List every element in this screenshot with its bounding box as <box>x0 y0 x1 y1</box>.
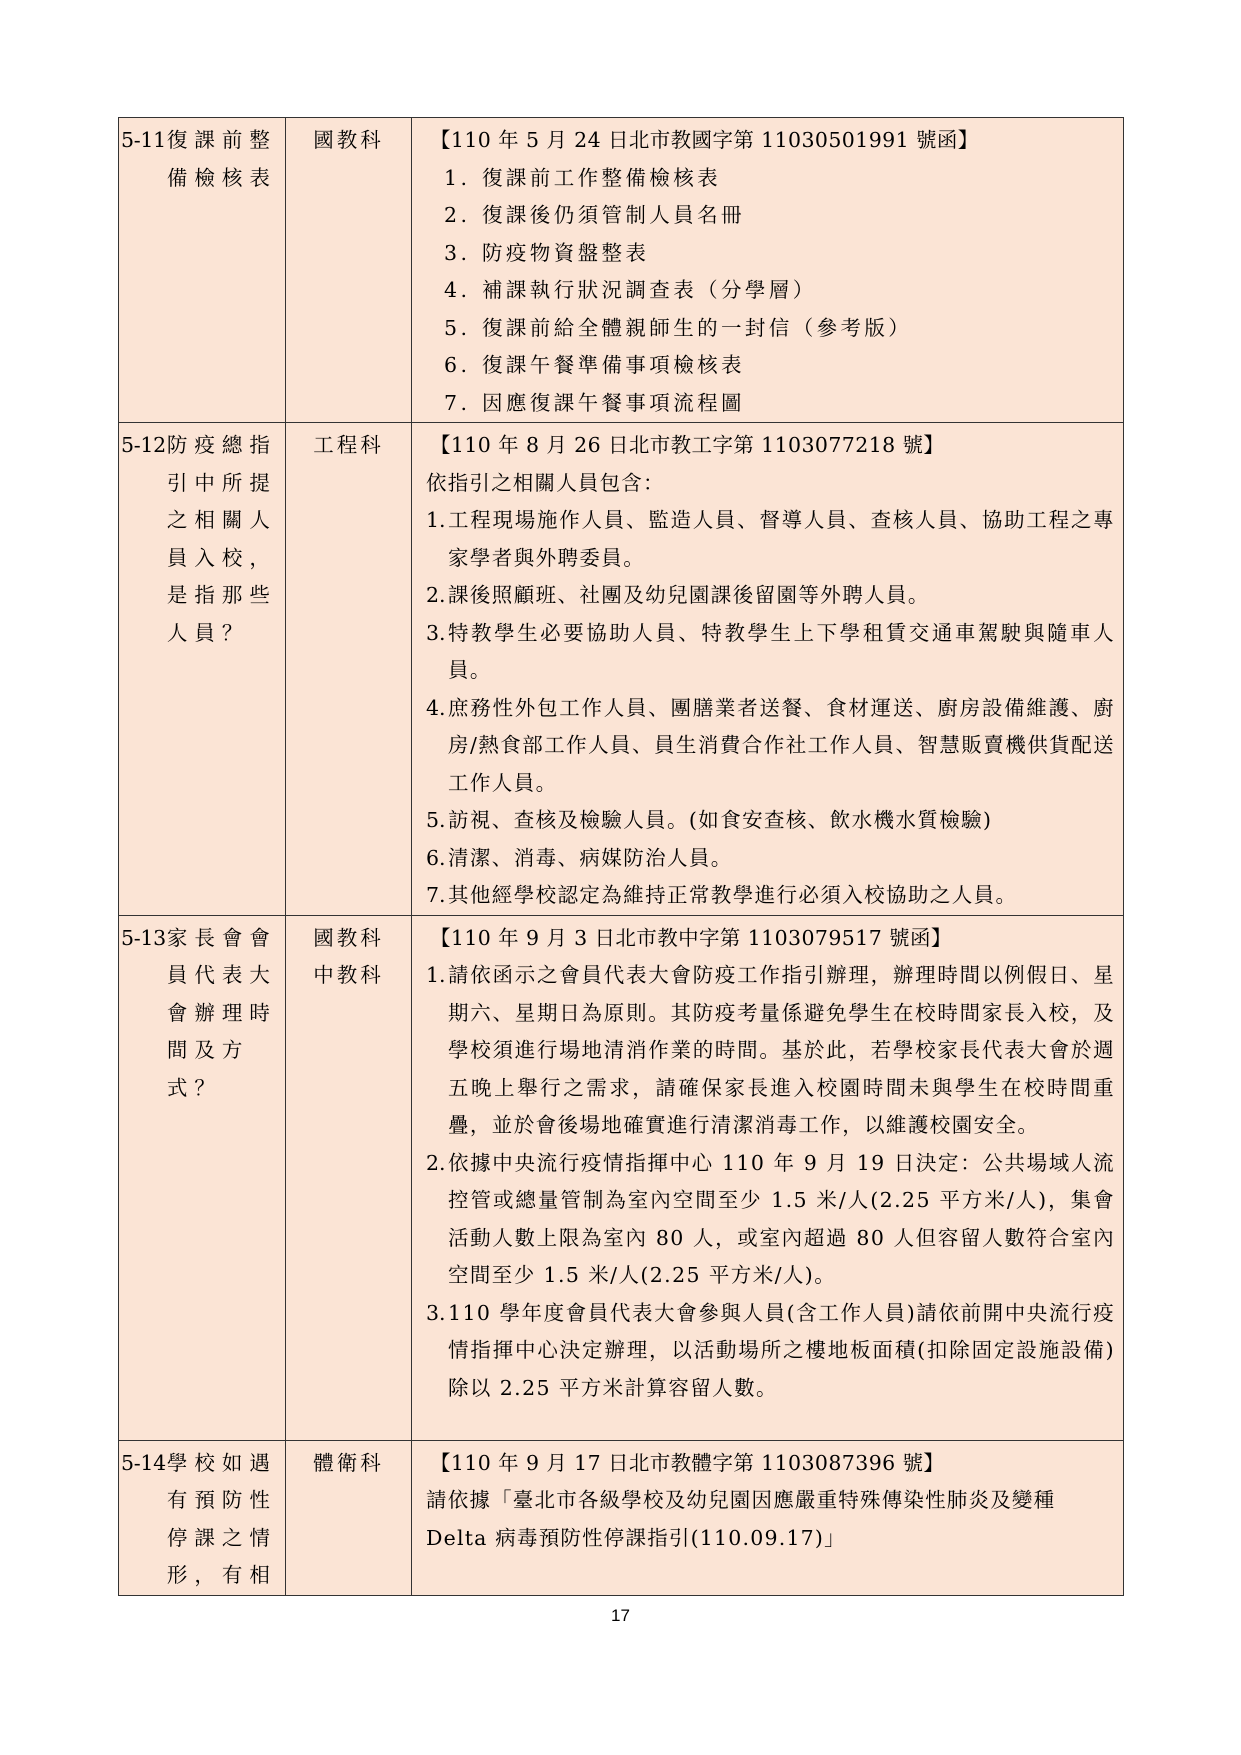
list-item: 4. 補課執行狀況調查表（分學層） <box>444 278 817 302</box>
department-name: 工程科 <box>313 433 384 457</box>
list-item: 3. 110 學年度會員代表大會參與人員(含工作人員)請依前開中央流行疫情指揮中心決定辦理，以活動場所之樓地板面積(扣除固定設施設備)除以 2.25 平方米計算容留人數。 <box>426 1300 1115 1400</box>
reference-header: 【110 年 8 月 26 日北市教工字第 1103077218 號】 <box>430 433 945 457</box>
list-item: 5. 復課前給全體親師生的一封信（參考版） <box>444 315 913 340</box>
faq-table <box>118 117 1124 1596</box>
reference-header: 【110 年 9 月 3 日北市教中字第 1103079517 號函】 <box>430 925 952 950</box>
attachment-list <box>426 160 1115 423</box>
list-item: 5. 訪視、查核及檢驗人員。(如食安查核、飲水機水質檢驗) <box>426 808 993 832</box>
dept-cell <box>286 915 412 1440</box>
table-row <box>119 423 1124 916</box>
reference-header: 【110 年 5 月 24 日北市教國字第 11030501991 號函】 <box>430 128 979 152</box>
item-topic: 家長會會員代表大會辦理時間及方式？ <box>166 925 277 1100</box>
content-cell <box>412 118 1124 423</box>
dept-cell <box>286 1440 412 1595</box>
list-item: 1. 復課前工作整備檢核表 <box>444 165 721 190</box>
list-item: 3. 特教學生必要協助人員、特教學生上下學租賃交通車駕駛與隨車人員。 <box>426 620 1115 682</box>
content-cell <box>412 423 1124 916</box>
table-row <box>119 118 1124 423</box>
list-item: 1. 工程現場施作人員、監造人員、督導人員、查核人員、協助工程之專家學者與外聘委員。 <box>426 508 1115 570</box>
list-item: 2. 復課後仍須管制人員名冊 <box>444 203 745 227</box>
list-item: 4. 庶務性外包工作人員、團膳業者送餐、食材運送、廚房設備維護、廚房/熱食部工作人員、員生消費合作社工作人員、智慧販賣機供貨配送工作人員。 <box>426 695 1115 795</box>
table-row <box>119 1440 1124 1595</box>
page-number: 17 <box>611 1606 630 1625</box>
topic-cell <box>119 1440 286 1595</box>
item-number: 5-14 <box>121 1450 166 1475</box>
department-name: 國教科 <box>313 128 384 152</box>
item-topic: 學校如遇有預防性停課之情形，有相 <box>166 1450 277 1587</box>
list-item: 6. 復課午餐準備事項檢核表 <box>444 353 745 377</box>
guideline-list <box>426 957 1115 1407</box>
topic-cell <box>119 423 286 916</box>
intro-text: 依指引之相關人員包含： <box>426 470 665 495</box>
topic-cell <box>119 915 286 1440</box>
topic-cell <box>119 118 286 423</box>
reference-header: 【110 年 9 月 17 日北市教體字第 1103087396 號】 <box>430 1450 945 1475</box>
personnel-list <box>426 502 1115 915</box>
item-topic: 防疫總指引中所提之相關人員入校，是指那些人員？ <box>166 433 277 645</box>
list-item: 1. 請依函示之會員代表大會防疫工作指引辦理，辦理時間以例假日、星期六、星期日為原則。其防疫考量係避免學生在校時間家長入校，及學校須進行場地清消作業的時間。基於此，若學校家長代表大會於週五晚上舉行之需求，請確保家長進入校園時間未與學生在校時間重疊，並於會後場地確實進行清潔消毒工作，以維護校園安全。 <box>426 963 1115 1137</box>
department-name: 國教科 <box>313 925 384 950</box>
table-row <box>119 915 1124 1440</box>
list-item: 2. 依據中央流行疫情指揮中心 110 年 9 月 19 日決定：公共場域人流控管或總量管制為室內空間至少 1.5 米/人(2.25 平方米/人)，集會活動人數上限為室內 80 人，或室內超過 80 人但容留人數符合室內空間至少 1.5 米/人(2.25 平方米/人)。 <box>426 1150 1115 1287</box>
list-item: 6. 清潔、消毒、病媒防治人員。 <box>426 845 733 870</box>
item-number: 5-12 <box>121 433 166 457</box>
content-cell <box>412 915 1124 1440</box>
item-topic: 復課前整備檢核表 <box>166 128 277 190</box>
dept-cell <box>286 423 412 916</box>
department-name: 中教科 <box>313 963 384 987</box>
list-item: 3. 防疫物資盤整表 <box>444 240 650 265</box>
department-name: 體衛科 <box>313 1450 384 1475</box>
item-number: 5-11 <box>121 128 166 152</box>
content-cell <box>412 1440 1124 1595</box>
list-item: 7. 其他經學校認定為維持正常教學進行必須入校協助之人員。 <box>426 883 1018 907</box>
list-item: 7. 因應復課午餐事項流程圖 <box>444 390 745 415</box>
body-text: 請依據「臺北市各級學校及幼兒園因應嚴重特殊傳染性肺炎及變種 Delta 病毒預防性停課指引(110.09.17)」 <box>426 1488 1056 1550</box>
item-number: 5-13 <box>121 925 166 950</box>
dept-cell <box>286 118 412 423</box>
list-item: 2. 課後照顧班、社團及幼兒園課後留園等外聘人員。 <box>426 583 930 607</box>
